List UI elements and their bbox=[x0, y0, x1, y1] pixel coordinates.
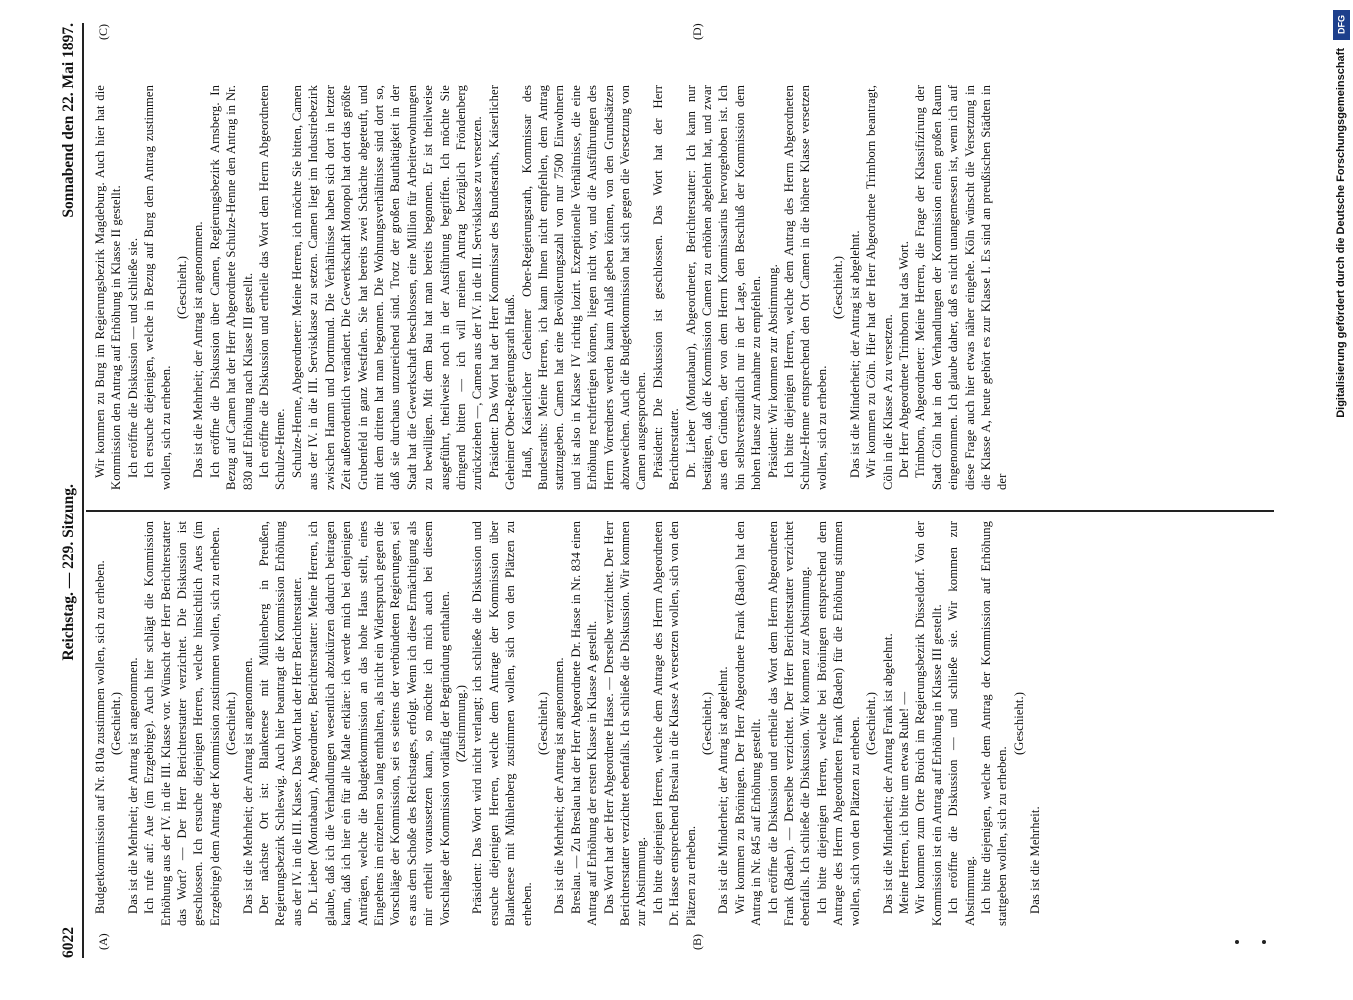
paragraph: Das ist die Minderheit; der Antrag ist abgelehnt. bbox=[847, 230, 862, 478]
paragraph: Meine Herren, ich bitte um etwas Ruhe! — bbox=[896, 691, 911, 914]
credit-text: Digitalisierung gefördert durch die Deutsche Forschungsgemeinschaft bbox=[1335, 48, 1347, 418]
paragraph: Ich bitte diejenigen, welche dem Antrag der Kommission auf Erhöhung stattgeben wollen, sich zu erheben. bbox=[978, 521, 1010, 926]
header-rule bbox=[82, 23, 84, 958]
paragraph: Präsident: Die Diskussion ist geschlossen. Das Wort hat der Herr Berichterstatter. bbox=[650, 85, 682, 490]
column-divider bbox=[86, 510, 1274, 512]
paragraph: Das ist die Mehrheit; der Antrag ist angenommen. bbox=[552, 657, 567, 914]
paragraph: Ich ersuche diejenigen, welche in Bezug auf Burg dem Antrag zustimmen wollen, sich zu erheben. bbox=[142, 85, 173, 490]
paragraph: (Geschieht.) bbox=[700, 691, 715, 756]
paragraph: Wir kommen zu Bröningen. Der Herr Abgeordnete Frank (Baden) hat den Antrag in Nr. 845 auf Erhöhung gestellt. bbox=[732, 521, 764, 926]
paragraph: Ich bitte diejenigen Herren, welche bei Bröningen entsprechend dem Antrage des Herrn Abgeordneten Frank (Baden) für die Erhöhung stimmen wollen, sich von den Plätzen zu erheben. bbox=[814, 521, 862, 926]
margin-mark-a: (A) bbox=[96, 933, 110, 950]
paragraph: Das ist die Mehrheit; der Antrag ist angenommen. bbox=[191, 221, 206, 478]
paragraph: Ich eröffne die Diskussion — und schließe sie. bbox=[125, 237, 140, 478]
paragraph: Dr. Lieber (Montabaur), Abgeordneter, Berichterstatter: Ich kann nur bestätigen, daß die Kommission Camen zu erhöhen abgelehnt hat, und zwar aus den Gründen, der von dem Herrn Kommissarius hervorgehoben ist. Ich bin selbstverständlich nur in der Lage, den Beschluß der Kommission dem hohen Hause zur Annahme zu empfehlen. bbox=[683, 85, 764, 490]
paragraph: Präsident: Wir kommen zur Abstimmung. bbox=[765, 264, 780, 478]
page-title: Reichstag. — 229. Sitzung. bbox=[60, 484, 77, 661]
paragraph: Ich bitte diejenigen Herren, welche dem Antrage des Herrn Abgeordneten Dr. Hasse entsprechend Breslau in die Klasse A versetzen wollen, sich von den Plätzen zu erheben. bbox=[650, 521, 698, 926]
paragraph: Ich eröffne die Diskussion und ertheile das Wort dem Herrn Abgeordneten Frank (Baden). — Derselbe verzichtet. Der Herr Berichterstatter verzichtet ebenfalls. Ich schließe die Diskussion. Wir kommen zur Abstimmung. bbox=[765, 521, 813, 926]
paragraph: (Geschieht.) bbox=[224, 691, 239, 756]
paragraph: Ich rufe auf: Aue (im Erzgebirge). Auch hier schlägt die Kommission Erhöhung aus der IV. in die III. Klasse vor. Wünscht der Herr Berichterstatter das Wort? — Der Herr Berichterstatter verzichtet. Die Diskussion ist geschlossen. Ich ersuche diejenigen Herren, welche hinsichtlich Aues (im Erzgebirge) dem Antrag der Kommission zustimmen wollen, sich zu erheben. bbox=[142, 521, 222, 926]
paragraph: Budgetkommission auf Nr. 810a zustimmen wollen, sich zu erheben. bbox=[93, 560, 107, 914]
paragraph: (Geschieht.) bbox=[535, 691, 550, 756]
paragraph: Das ist die Mehrheit; der Antrag ist angenommen. bbox=[240, 657, 255, 914]
paragraph: (Geschieht.) bbox=[864, 691, 879, 756]
paragraph: Wir kommen zum Orte Broich im Regierungsbezirk Düsseldorf. Von der Kommission ist ein Antrag auf Erhöhung in Klasse III gestellt. bbox=[913, 521, 944, 926]
paragraph: Hauß, Kaiserlicher Geheimer Ober-Regierungsrath, Kommissar des Bundesraths: Meine Herren, ich kann Ihnen nicht empfehlen, dem Antrag stattzugeben. Camen hat eine Bevölkerungszahl von nur 7500 Einwohnern und ist also in Klasse IV richtig lozirt. Exzeptionelle Verhältnisse, die eine Erhöhung rechtfertigen können, liegen nicht vor, und die Ausführungen des Herrn Vorredners werden kaum Anlaß geben können, von den Grundsätzen abzuweichen. Auch die Budgetkommission hat sich gegen die Versetzung von Camen ausgesprochen. bbox=[519, 85, 649, 490]
margin-dot bbox=[1262, 940, 1266, 944]
paragraph: Ich eröffne die Diskussion und ertheile das Wort dem Herrn Abgeordneten Schulze-Henne. bbox=[257, 85, 288, 490]
dfg-logo: DFG bbox=[1333, 10, 1350, 40]
paragraph: (Geschieht.) bbox=[109, 691, 124, 756]
paragraph: Das ist die Minderheit; der Antrag ist abgelehnt. bbox=[716, 666, 731, 914]
digitization-credit bbox=[1330, 0, 1352, 1000]
paragraph: (Geschieht.) bbox=[1011, 691, 1026, 756]
paragraph: Trimborn, Abgeordneter: Meine Herren, die Frage der Klassifizirung der Stadt Cöln hat in den Verhandlungen der Kommission einen großen Raum eingenommen. Ich glaube daher, daß es nicht unangemessen ist, wenn ich auf diese Frage auch hier etwas näher eingehe. Köln wünscht die Versetzung in die Klasse A, heute gehört es zur Klasse I. Es sind an preußischen Städten in der bbox=[913, 85, 1010, 490]
left-column bbox=[92, 521, 1044, 926]
paragraph: Dr. Lieber (Montabaur), Abgeordneter, Berichterstatter: Meine Herren, ich glaube, daß ich die Verhandlungen wesentlich abzukürzen dadurch beitragen kann, daß ich hier ein für alle Male erkläre: ich werde mich bei denjenigen Anträgen, welche die Budgetkommission an das hohe Haus stellt, eines Eingehens im einzelnen so lang enthalten, als nicht ein Widerspruch gegen die Vorschläge der Kommission, sei es seitens der verbündeten Regierungen, sei es aus dem Schoße des Reichstages, erfolgt. Wenn ich diese Ermächtigung als mir ertheilt voraussetzen kann, so möchte ich mich auch bei diesem Vorschlage der Kommission vorläufig der Begründung enthalten. bbox=[306, 521, 452, 926]
paragraph: Wir kommen zu Cöln. Hier hat der Herr Abgeordnete Trimborn beantragt, Cöln in die Klasse A zu versetzen. bbox=[864, 85, 895, 490]
paragraph: Ich eröffne die Diskussion über Camen, Regierungsbezirk Arnsberg. In Bezug auf Camen hat der Herr Abgeordnete Schulze-Henne den Antrag in Nr. 830 auf Erhöhung nach Klasse III gestellt. bbox=[207, 85, 255, 490]
paragraph: Das ist die Mehrheit. bbox=[1028, 806, 1043, 914]
paragraph: Das ist die Minderheit; der Antrag Frank ist abgelehnt. bbox=[880, 633, 895, 914]
paragraph: Wir kommen zu Burg im Regierungsbezirk Magdeburg. Auch hier hat die Kommission den Antrag auf Erhöhung in Klasse II gestellt. bbox=[93, 85, 124, 490]
paragraph: (Zustimmung.) bbox=[453, 684, 468, 763]
paragraph: Ich bitte diejenigen Herren, welche dem Antrag des Herrn Abgeordneten Schulze-Henne entsprechend den Ort Camen in die höhere Klasse versetzen wollen, sich zu erheben. bbox=[782, 85, 829, 490]
paragraph: Präsident: Das Wort hat der Herr Kommissar des Bundesraths, Kaiserlicher Geheimer Ober-Regierungsrath Hauß. bbox=[486, 85, 518, 490]
margin-mark-c: (C) bbox=[96, 24, 110, 40]
margin-dot bbox=[1235, 940, 1239, 944]
paragraph: Der Herr Abgeordnete Trimborn hat das Wort. bbox=[896, 240, 911, 478]
page-header bbox=[58, 23, 80, 958]
paragraph: (Geschieht.) bbox=[831, 255, 846, 320]
paragraph: Schulze-Henne, Abgeordneter: Meine Herren, ich möchte Sie bitten, Camen aus der IV. in die III. Servisklasse zu setzen. Camen liegt im Industriebezirk zwischen Hamm und Dortmund. Die Verhältnisse haben sich dort in letzter Zeit außerordentlich verändert. Die Gewerkschaft Monopol hat dort das größte Grubenfeld in ganz Westfalen. Sie hat bereits zwei Schächte abgeteuft, und mit dem dritten hat man begonnen. Die Wohnungsverhältnisse sind dort so, daß sie durchaus unzureichend sind. Trotz der großen Bauthätigkeit in der Stadt hat die Gewerkschaft beschlossen, eine Million für Arbeiterwohnungen zu bewilligen. Mit dem Bau hat man bereits begonnen. Er ist theilweise ausgeführt, theilweise noch in der Ausführung begriffen. Ich möchte Sie dringend bitten — ich will meinen Antrag bezüglich Fröndenberg zurückziehen —, Camen aus der IV. in die III. Servisklasse zu versetzen. bbox=[289, 85, 485, 490]
paragraph: Das Wort hat der Herr Abgeordnete Hasse. — Derselbe verzichtet. Der Herr Berichterstatter verzichtet ebenfalls. Ich schließe die Diskussion. Wir kommen zur Abstimmung. bbox=[601, 521, 649, 926]
paragraph: Präsident: Das Wort wird nicht verlangt; ich schließe die Diskussion und ersuche diejenigen Herren, welche dem Antrage der Kommission über Blankenese mit Mühlenberg zustimmen wollen, sich von den Plätzen zu erheben. bbox=[470, 521, 534, 926]
paragraph: Breslau. — Zu Breslau hat der Herr Abgeordnete Dr. Hasse in Nr. 834 einen Antrag auf Erhöhung der ersten Klasse in Klasse A gestellt. bbox=[568, 521, 600, 926]
paragraph: Das ist die Mehrheit; der Antrag ist angenommen. bbox=[125, 657, 140, 914]
paragraph: Ich eröffne die Diskussion — und schließe sie. Wir kommen zur Abstimmung. bbox=[946, 521, 977, 926]
page-number: 6022 bbox=[60, 927, 77, 958]
paragraph: Der nächste Ort ist: Blankenese mit Mühlenberg in Preußen, Regierungsbezirk Schleswig. Auch hier beantragt die Kommission Erhöhung aus der IV. in die III. Klasse. Das Wort hat der Herr Berichterstatter. bbox=[257, 521, 304, 926]
paragraph: (Geschieht.) bbox=[175, 255, 190, 320]
right-column bbox=[92, 85, 1011, 490]
margin-mark-d: (D) bbox=[690, 23, 704, 40]
margin-mark-b: (B) bbox=[690, 934, 704, 950]
page-date: Sonnabend den 22. Mai 1897. bbox=[60, 23, 77, 218]
